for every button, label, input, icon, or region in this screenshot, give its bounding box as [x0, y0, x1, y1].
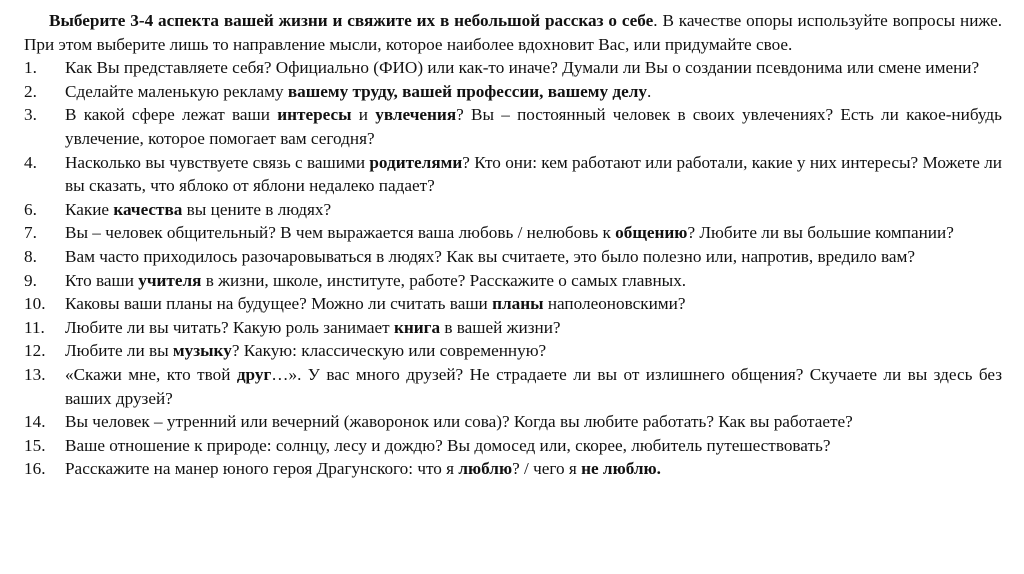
item-text: Любите ли вы	[65, 341, 173, 361]
intro-bold-text: Выберите 3-4 аспекта вашей жизни и свяжите их в небольшой рассказ о себе	[49, 11, 654, 30]
item-bold-text: книга	[393, 317, 441, 337]
intro-text: . В качестве опоры используйте вопросы ниже. При этом выберите лишь то направление мысли, которое наиболее вдохновит Вас, или придумайте свое.	[24, 11, 1002, 54]
item-number: 6.	[24, 199, 37, 219]
list-item	[24, 292, 1002, 316]
question-list	[24, 56, 1002, 481]
item-number: 13.	[24, 364, 46, 384]
item-number: 9.	[24, 270, 37, 290]
list-item	[24, 269, 1002, 293]
item-bold-text: не люблю.	[581, 459, 661, 479]
item-number: 8.	[24, 246, 37, 266]
item-number: 7.	[24, 223, 37, 243]
item-text: Каковы ваши планы на будущее? Можно ли считать ваши	[65, 294, 493, 314]
list-item	[24, 316, 1002, 340]
item-text: ? Вы – постоянный человек в своих увлечениях? Есть ли какое-нибудь увлечение, которое помогает вам сегодня?	[65, 105, 1003, 148]
item-number: 15.	[24, 435, 46, 455]
item-text: в вашей жизни?	[440, 317, 561, 337]
list-item	[24, 80, 1002, 104]
list-item	[24, 221, 1002, 245]
list-item	[24, 198, 1002, 222]
item-bold-text: люблю	[458, 459, 513, 479]
item-number: 10.	[24, 294, 46, 314]
item-text: В какой сфере лежат ваши	[65, 105, 278, 125]
list-item	[24, 103, 1002, 150]
item-number: 11.	[24, 317, 45, 337]
list-item	[24, 339, 1002, 363]
item-text: Как Вы представляете себя? Официально (ФИО) или как-то иначе? Думали ли Вы о создании псевдонима или смене имени?	[65, 58, 980, 78]
item-bold-text: друг	[236, 364, 272, 384]
list-item	[24, 434, 1002, 458]
list-item	[24, 410, 1002, 434]
item-bold-text: музыку	[172, 341, 232, 361]
item-bold-text: учителя	[138, 270, 202, 290]
list-item	[24, 245, 1002, 269]
item-text: ? / чего я	[512, 459, 582, 479]
item-text: и	[351, 105, 376, 125]
item-text: .	[646, 81, 652, 101]
item-text: Какие	[65, 199, 114, 219]
item-number: 1.	[24, 58, 37, 78]
item-bold-text: родителями	[369, 152, 463, 172]
item-number: 16.	[24, 459, 46, 479]
intro-paragraph	[24, 9, 1002, 56]
item-text: «Скажи мне, кто твой	[65, 364, 237, 384]
item-text: Вы – человек общительный? В чем выражается ваша любовь / нелюбовь к	[65, 223, 616, 243]
list-item	[24, 363, 1002, 410]
item-bold-text: вашему труду, вашей профессии, вашему делу	[287, 81, 647, 101]
item-text: Расскажите на манер юного героя Драгунского: что я	[65, 459, 459, 479]
item-number: 14.	[24, 412, 46, 432]
list-item	[24, 457, 1002, 481]
item-text: ? Кто они: кем работают или работали, какие у них интересы? Можете ли вы сказать, что яблоко от яблони недалеко падает?	[65, 152, 1002, 196]
item-text: вы цените в людях?	[182, 199, 332, 219]
item-text: ? Какую: классическую или современную?	[231, 341, 547, 361]
item-number: 12.	[24, 341, 46, 361]
list-item	[24, 56, 1002, 80]
item-text: Любите ли вы читать? Какую роль занимает	[65, 317, 394, 337]
item-text: наполеоновскими?	[543, 294, 686, 314]
item-text: ? Любите ли вы большие компании?	[687, 223, 954, 243]
item-bold-text: общению	[615, 223, 688, 243]
item-bold-text: качества	[113, 199, 183, 219]
item-text: Вам часто приходилось разочаровываться в людях? Как вы считаете, это было полезно или, напротив, вредило вам?	[65, 246, 916, 266]
item-bold-text: увлечения	[375, 105, 457, 125]
item-text: Вы человек – утренний или вечерний (жаворонок или сова)? Когда вы любите работать? Как вы работаете?	[65, 412, 853, 432]
item-number: 2.	[24, 81, 37, 101]
list-item	[24, 151, 1002, 198]
item-text: в жизни, школе, институте, работе? Расскажите о самых главных.	[201, 270, 687, 290]
item-text: …». У вас много друзей? Не страдаете ли вы от излишнего общения? Скучаете ли вы здесь без ваших друзей?	[65, 364, 1002, 408]
item-text: Кто ваши	[65, 270, 139, 290]
item-text: Ваше отношение к природе: солнцу, лесу и дождю? Вы домосед или, скорее, любитель путешествовать?	[65, 435, 831, 455]
item-number: 3.	[24, 105, 37, 125]
item-bold-text: интересы	[277, 105, 352, 125]
item-text: Сделайте маленькую рекламу	[65, 81, 288, 101]
item-text: Насколько вы чувствуете связь с вашими	[65, 152, 370, 172]
item-bold-text: планы	[492, 294, 544, 314]
item-number: 4.	[24, 152, 37, 172]
